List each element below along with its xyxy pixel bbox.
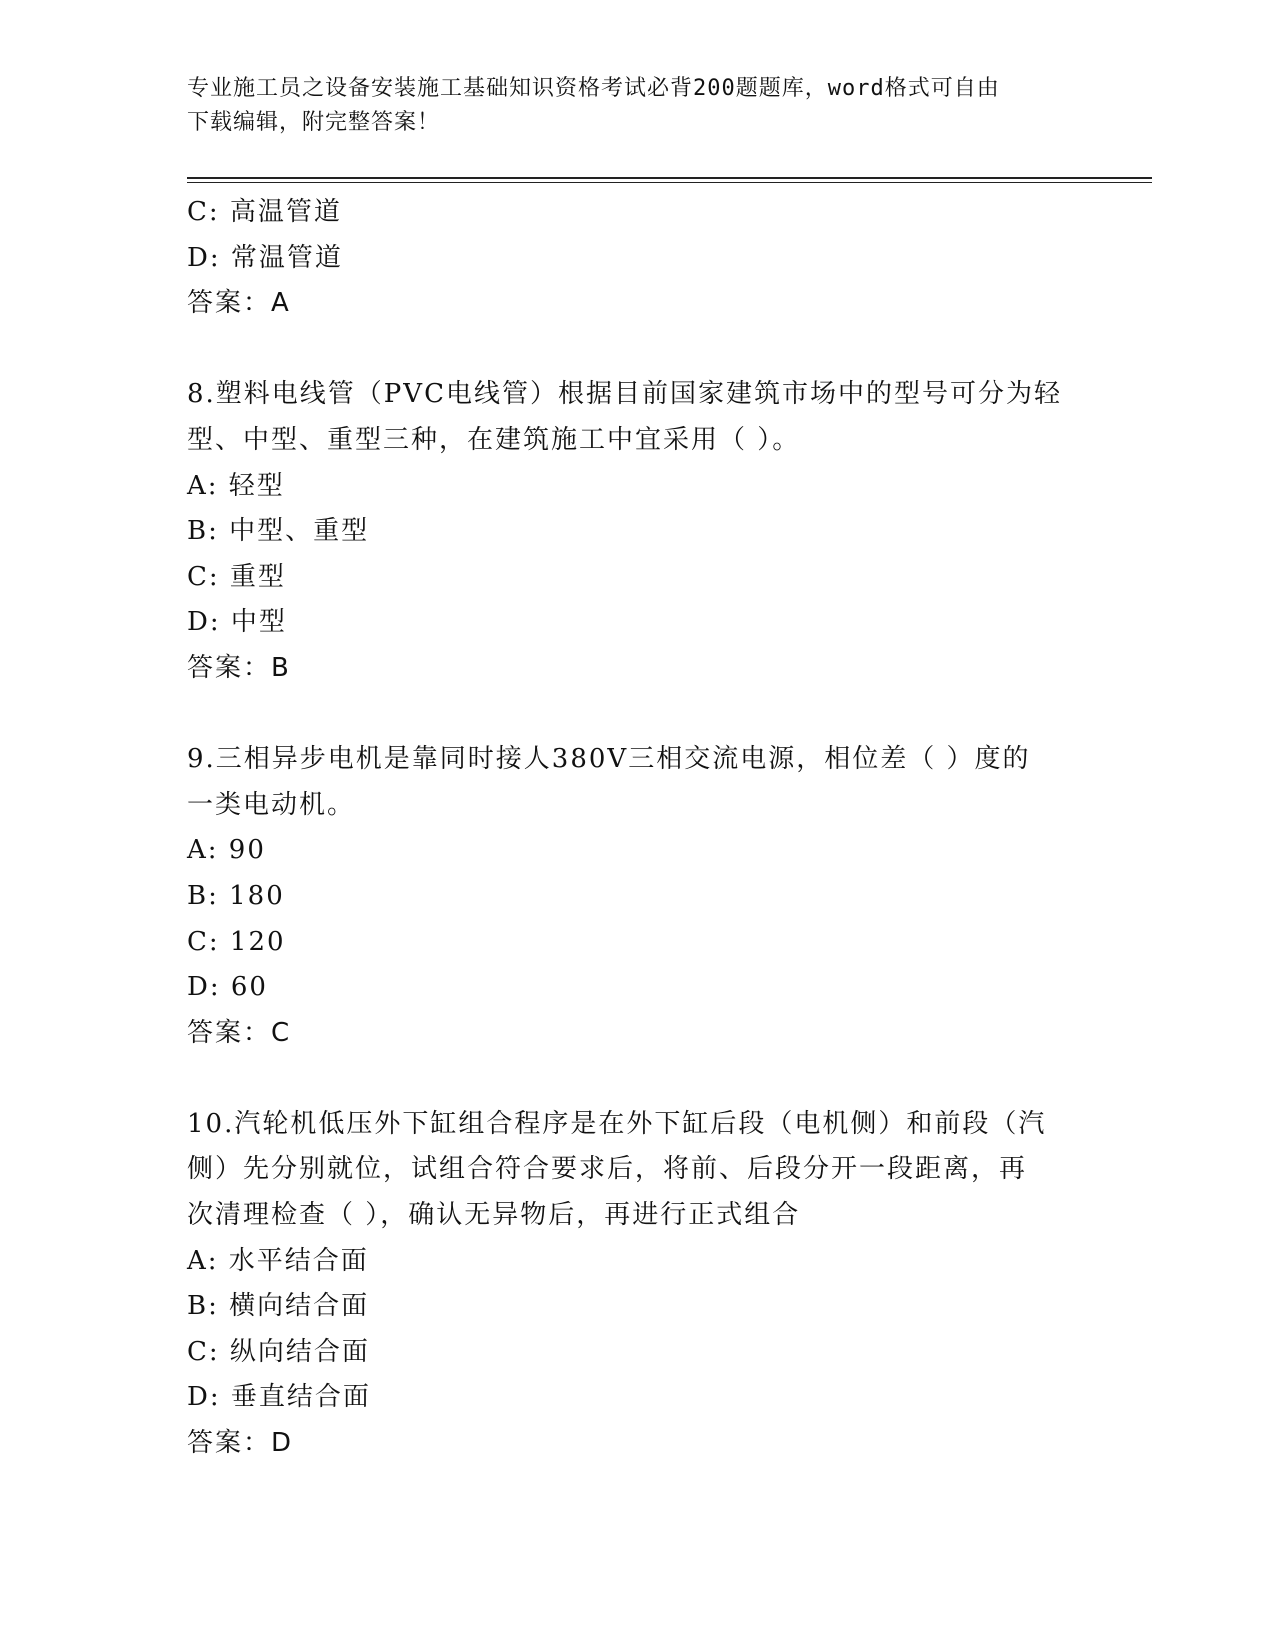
header-divider-thin [187,182,1152,183]
question-stem: 10.汽轮机低压外下缸组合程序是在外下缸后段（电机侧）和前段（汽 [187,1108,1047,1139]
header-divider-thick [187,177,1152,179]
question-stem: 型、中型、重型三种，在建筑施工中宜采用（ ）。 [187,424,801,455]
option-b: B: 横向结合面 [187,1291,370,1322]
option-d: D: 常温管道 [187,242,343,273]
question-stem: 8.塑料电线管（PVC电线管）根据目前国家建筑市场中的型号可分为轻 [187,379,1062,410]
spacer [187,1056,1087,1102]
answer-line: 答案：C [187,1017,292,1048]
question-stem: 次清理检查（ ），确认无异物后，再进行正式组合 [187,1200,801,1231]
option-b: B: 180 [187,880,285,911]
option-b: B: 中型、重型 [187,516,370,547]
option-a: A: 水平结合面 [187,1245,369,1276]
option-c: C: 重型 [187,561,286,592]
answer-line: 答案：A [187,288,291,319]
question-9 [187,737,1087,1056]
option-a: A: 轻型 [187,470,285,501]
option-c: C: 高温管道 [187,197,342,227]
spacer [187,692,1087,738]
option-d: D: 垂直结合面 [187,1382,371,1413]
header-line-2: 下载编辑，附完整答案！ [187,110,441,135]
question-stem: 一类电动机。 [187,789,356,820]
question-list [187,190,1087,1467]
option-c: C: 纵向结合面 [187,1336,370,1367]
question-stem: 9.三相异步电机是靠同时接人380V三相交流电源，相位差（ ）度的 [187,744,1031,775]
option-d: D: 中型 [187,607,287,638]
answer-line: 答案：D [187,1428,294,1459]
answer-line: 答案：B [187,652,291,683]
question-stem: 侧）先分别就位，试组合符合要求后，将前、后段分开一段距离，再 [187,1154,1028,1185]
question-8 [187,372,1087,691]
question-10 [187,1102,1087,1467]
header-line-1: 专业施工员之设备安装施工基础知识资格考试必背200题题库，word格式可自由 [187,76,1000,101]
question-7-tail [187,190,1087,327]
document-header [187,72,1067,140]
spacer [187,327,1087,373]
option-c: C: 120 [187,926,286,957]
option-d: D: 60 [187,972,268,1003]
option-a: A: 90 [187,835,266,866]
